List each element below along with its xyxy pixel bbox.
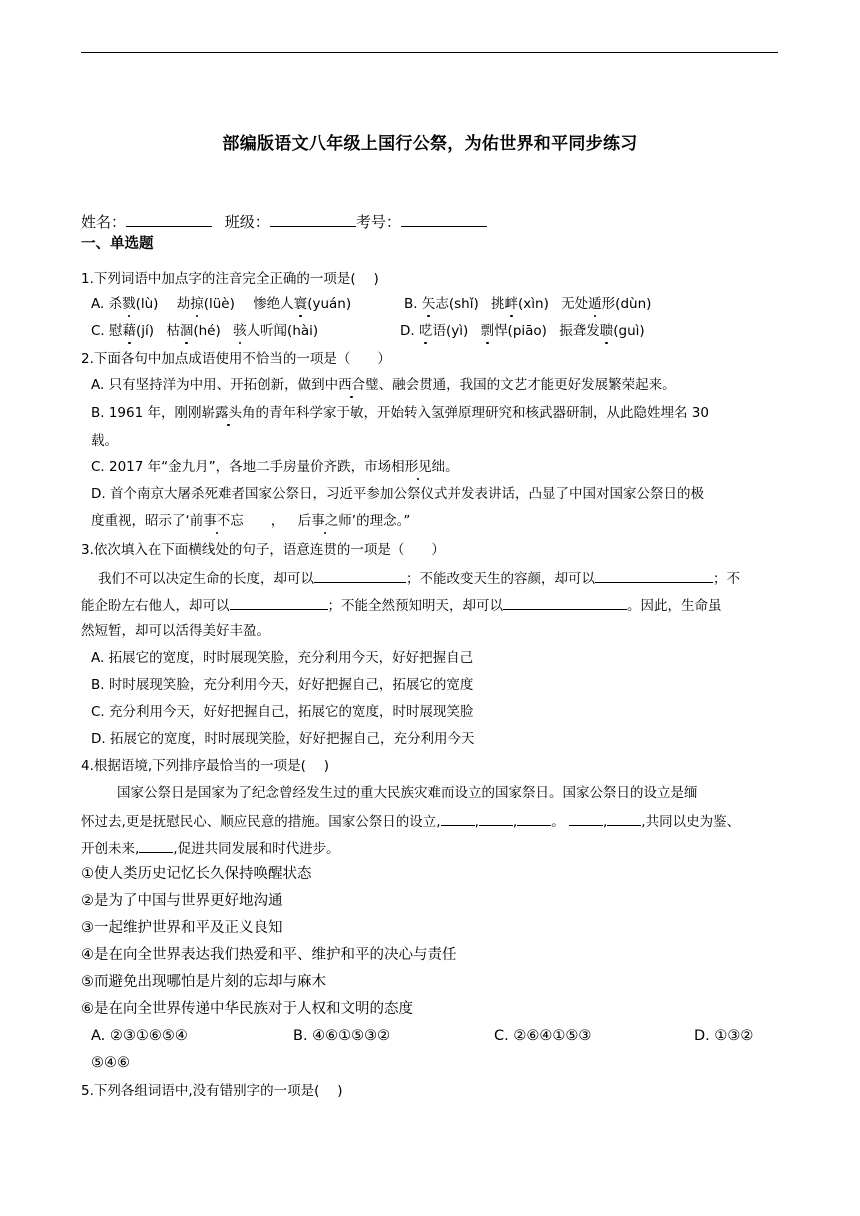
q3-passage-line-1: 我们不可以决定生命的长度，却可以 ；不能改变天生的容颜，却可以 ；不 <box>98 568 740 588</box>
q4-item-3: ③一起维护世界和平及正义良知 <box>81 920 283 936</box>
section-heading: 一、单选题 <box>81 236 154 252</box>
q4-option-b: B. ④⑥①⑤③② <box>293 1028 391 1044</box>
q2-option-b: B. 1961 年，刚刚崭露头角的青年科学家于敏，开始转入氢弹原理研究和核武器研制，从此隐姓埋名 30 <box>91 405 709 421</box>
q2-option-b-wrap: 载。 <box>91 433 118 449</box>
question-1-stem: 1.下列词语中加点字的注音完全正确的一项是( ) <box>81 271 379 287</box>
name-label: 姓名： <box>81 213 127 231</box>
q4-item-6: ⑥是在向全世界传递中华民族对于人权和文明的态度 <box>81 1001 413 1017</box>
name-blank[interactable] <box>126 212 212 227</box>
q4-option-d-wrap: ⑤④⑥ <box>91 1055 130 1071</box>
exam-blank[interactable] <box>401 212 487 227</box>
q2-option-d-wrap: 度重视，昭示了‘前事不忘 ， 后事之师’的理念。” <box>91 513 411 529</box>
question-5-stem: 5.下列各组词语中,没有错别字的一项是( ) <box>81 1083 343 1099</box>
q3-passage-line-3: 然短暂，却可以活得美好丰盈。 <box>81 623 270 639</box>
q4-option-a: A. ②③①⑥⑤④ <box>91 1028 188 1044</box>
q3-option-d: D. 拓展它的宽度，时时展现笑脸，好好把握自己，充分利用今天 <box>91 731 475 747</box>
q3-option-a: A. 拓展它的宽度，时时展现笑脸，充分利用今天，好好把握自己 <box>91 650 474 666</box>
q3-option-c: C. 充分利用今天，好好把握自己，拓展它的宽度，时时展现笑脸 <box>91 704 474 720</box>
question-2-stem: 2.下面各句中加点成语使用不恰当的一项是（ ） <box>81 351 391 367</box>
header-rule <box>81 52 778 53</box>
question-3-stem: 3.依次填入在下面横线处的句子，语意连贯的一项是（ ） <box>81 542 445 558</box>
q4-item-5: ⑤而避免出现哪怕是片刻的忘却与麻木 <box>81 974 326 990</box>
q4-blank-3[interactable] <box>517 811 551 826</box>
q4-option-c: C. ②⑥④①⑤③ <box>494 1028 592 1044</box>
q4-item-1: ①使人类历史记忆长久保持唤醒状态 <box>81 866 312 882</box>
q4-passage-line-3: 开创未来, ,促进共同发展和时代进步。 <box>81 838 340 858</box>
student-info-line <box>81 212 487 232</box>
q4-blank-4[interactable] <box>569 811 603 826</box>
q3-option-b: B. 时时展现笑脸，充分利用今天，好好把握自己，拓展它的宽度 <box>91 677 474 693</box>
q4-item-2: ②是为了中国与世界更好地沟通 <box>81 893 283 909</box>
q3-blank-2[interactable] <box>595 568 713 583</box>
q4-item-4: ④是在向全世界表达我们热爱和平、维护和平的决心与责任 <box>81 947 457 963</box>
q1-option-b: B. 矢志(shǐ) 挑衅(xìn) 无处遁形(dùn) <box>404 296 652 312</box>
class-label: 班级： <box>224 213 270 231</box>
q4-blank-6[interactable] <box>139 838 173 853</box>
q3-blank-4[interactable] <box>503 595 627 610</box>
q1-option-a: A. 杀戮(lù) 劫掠(lüè) 惨绝人寰(yuán) <box>91 296 352 312</box>
q4-passage-line-2: 怀过去,更是抚慰民心、顺应民意的措施。国家公祭日的设立, , , 。 , ,共同以史为鉴、 <box>81 811 740 831</box>
q4-blank-5[interactable] <box>607 811 641 826</box>
q2-option-d: D. 首个南京大屠杀死难者国家公祭日，习近平参加公祭仪式并发表讲话，凸显了中国对国家公祭日的极 <box>91 486 704 502</box>
class-blank[interactable] <box>270 212 356 227</box>
q2-option-a: A. 只有坚持洋为中用、开拓创新，做到中西合璧、融会贯通，我国的文艺才能更好发展繁荣起来。 <box>91 377 676 393</box>
q4-passage-line-1: 国家公祭日是国家为了纪念曾经发生过的重大民族灾难而设立的国家祭日。国家公祭日的设立是缅 <box>117 785 698 801</box>
q3-blank-3[interactable] <box>230 595 328 610</box>
q3-passage-line-2: 能企盼左右他人，却可以 ；不能全然预知明天，却可以 。因此，生命虽 <box>81 595 722 615</box>
page-title: 部编版语文八年级上国行公祭，为佑世界和平同步练习 <box>222 134 638 154</box>
q4-blank-1[interactable] <box>441 811 475 826</box>
exam-label: 考号： <box>355 213 401 231</box>
q1-option-c: C. 慰藉(jí) 枯涸(hé) 骇人听闻(hài) <box>91 323 319 339</box>
q3-blank-1[interactable] <box>314 568 406 583</box>
q4-blank-2[interactable] <box>479 811 513 826</box>
q2-option-c: C. 2017 年“金九月”，各地二手房量价齐跌，市场相形见绌。 <box>91 459 459 475</box>
q4-option-d: D. ①③② <box>694 1028 754 1044</box>
question-4-stem: 4.根据语境,下列排序最恰当的一项是( ) <box>81 758 329 774</box>
q1-option-d: D. 呓语(yì) 剽悍(piāo) 振聋发聩(guì) <box>400 323 645 339</box>
